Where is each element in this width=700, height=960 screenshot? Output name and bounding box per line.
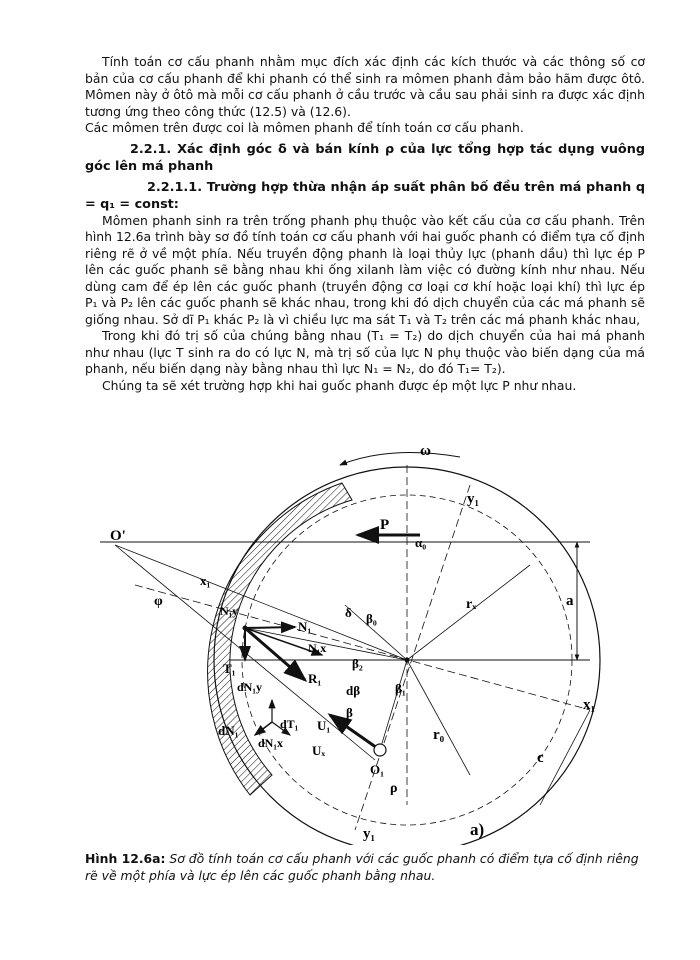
label-alpha0: α₀ <box>415 535 427 550</box>
label-dbeta: dβ <box>346 683 361 698</box>
figure-caption <box>85 851 645 884</box>
section-heading: 2.2.1. Xác định góc δ và bán kính ρ của lực tổng hợp tác dụng vuông góc lên má phanh <box>85 141 645 174</box>
label-Ux: Uₓ <box>312 743 326 758</box>
label-dN1x: dN₁x <box>258 736 283 750</box>
label-y1-top: y₁ <box>467 491 479 507</box>
label-rx: rₓ <box>466 597 477 612</box>
label-beta1: β₁ <box>395 681 406 696</box>
force-dN1-arrow <box>255 722 272 735</box>
y1-axis <box>355 485 470 830</box>
label-O-prime: O' <box>110 528 126 544</box>
body-text <box>85 54 645 394</box>
label-R1: R₁ <box>308 671 322 686</box>
label-y1-bottom: y₁ <box>363 826 375 842</box>
label-U1: U₁ <box>317 718 331 733</box>
label-dT1: dT₁ <box>280 717 299 731</box>
subsection-heading: 2.2.1.1. Trường hợp thừa nhận áp suất phân bố đều trên má phanh q = q₁ = const: <box>85 179 645 212</box>
x1-axis <box>135 585 590 710</box>
paragraph-friction: Trong khi đó trị số của chúng bằng nhau (T₁ = T₂) do dịch chuyển của hai má phanh như nhau (lực T sinh ra do có lực N, mà trị số của lực N phụ thuộc vào biến dạng của má phanh, nếu biến dạng này bằng nhau thì lực N₁ = N₂, do đó T₁= T₂). <box>85 328 645 376</box>
paragraph-intro: Tính toán cơ cấu phanh nhằm mục đích xác định các kích thước và các thông số cơ bản của cơ cấu phanh để khi phanh có thể sinh ra mômen phanh đảm bảo hãm được ôtô. Mômen này ở ôtô mà mỗi cơ cấu phanh ở cầu trước và cầu sau phải sinh ra được xác định tương ứng theo công thức (12.5) và (12.6). <box>85 54 645 119</box>
paragraph-moment: Các mômen trên được coi là mômen phanh để tính toán cơ cấu phanh. <box>85 120 524 135</box>
caption-text: Sơ đồ tính toán cơ cấu phanh với các guốc phanh có điểm tựa cố định riêng rẽ về một phía và lực ép lên các guốc phanh bằng nhau. <box>85 851 639 883</box>
label-x1-left: x₁ <box>200 573 211 588</box>
label-a: a <box>566 593 574 609</box>
label-P: P <box>380 517 390 533</box>
rotation-arrow <box>340 453 460 466</box>
force-N1-arrow <box>245 627 295 628</box>
paragraph-brake-moment: Mômen phanh sinh ra trên trống phanh phụ thuộc vào kết cấu của cơ cấu phanh. Trên hình 12.6a trình bày sơ đồ tính toán cơ cấu phanh với hai guốc phanh có điểm tựa cố định riêng rẽ ở về một phía. Nếu truyền động phanh là loại thủy lực (phanh dầu) thì lực ép P lên các guốc phanh sẽ bằng nhau khi ống xilanh làm việc có đường kính như nhau. Nếu dùng cam để ép lên các guốc phanh (truyền động cơ loại cơ khí hoặc loại khí) thì lực ép P₁ và P₂ lên các guốc phanh sẽ khác nhau, trong khi đó dịch chuyển của các má phanh sẽ giống nhau. Sở dĩ P₁ khác P₂ là vì chiều lực ma sát T₁ và T₂ trên các má phanh khác nhau, <box>85 212 645 327</box>
label-x1-right: x₁ <box>583 697 595 713</box>
label-beta0: β₀ <box>366 611 377 626</box>
pivot-O1 <box>374 744 386 756</box>
paragraph-equal-force: Chúng ta sẽ xét trường hợp khi hai guốc phanh được ép một lực P như nhau. <box>102 377 577 393</box>
label-part-a: a) <box>470 820 485 839</box>
brake-diagram <box>90 445 650 845</box>
label-phi: φ <box>154 594 163 609</box>
label-T1: T₁ <box>223 661 236 676</box>
label-O1: O₁ <box>370 762 385 777</box>
label-rho: ρ <box>390 781 398 796</box>
caption-label: Hình 12.6a: <box>85 851 166 866</box>
label-r0: r₀ <box>433 727 445 743</box>
drum-outer-circle <box>214 467 600 845</box>
label-beta: β <box>346 705 353 720</box>
force-U1-arrow <box>330 715 380 750</box>
label-dN1: dN₁ <box>218 723 239 738</box>
label-N1y: N₁y <box>220 604 239 618</box>
label-beta2: β₂ <box>352 656 363 671</box>
label-omega: ω <box>420 445 431 459</box>
label-dN1y: dN₁y <box>237 680 262 694</box>
label-N1x: N₁x <box>308 641 327 655</box>
force-R1-arrow <box>245 628 305 680</box>
label-delta: δ <box>345 605 352 620</box>
label-N1: N₁ <box>298 619 312 634</box>
label-c: c <box>537 750 544 766</box>
